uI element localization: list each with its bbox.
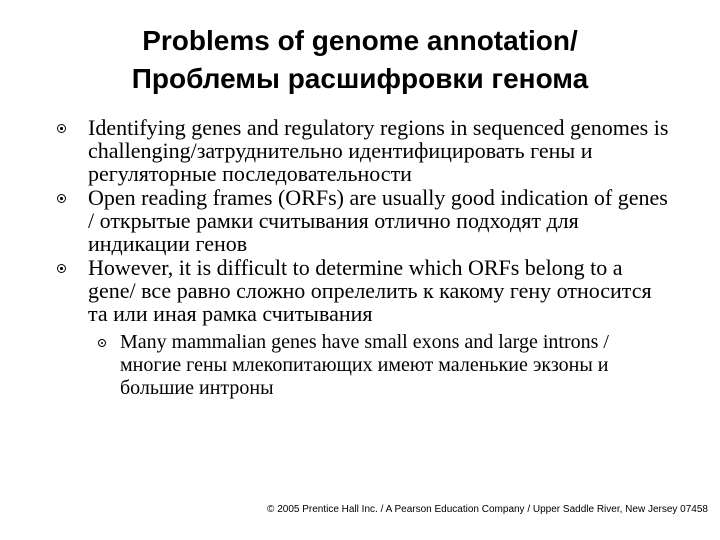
bullet-text: However, it is difficult to determine which ORFs belong to a gene/ все равно сложно опрелелить к какому гену относится та или иная рамка считывания xyxy=(88,255,652,326)
sub-bullet-item xyxy=(88,331,672,400)
title-line-english: Problems of genome annotation/ xyxy=(142,25,578,56)
slide-title xyxy=(0,22,720,98)
bullet-list xyxy=(52,116,672,401)
bullet-item xyxy=(52,116,672,185)
sub-bullet-text: Many mammalian genes have small exons and large introns / многие гены млекопитающих имеют маленькие экзоны и большие интроны xyxy=(120,331,609,399)
bullet-icon xyxy=(57,194,66,203)
bullet-text: Identifying genes and regulatory regions in sequenced genomes is challenging/затруднительно идентифицировать гены и регуляторные последовательности xyxy=(88,115,669,186)
bullet-text: Open reading frames (ORFs) are usually good indication of genes / открытые рамки считывания отлично подходят для индикации генов xyxy=(88,185,668,256)
bullet-item xyxy=(52,256,672,400)
bullet-icon xyxy=(57,264,66,273)
title-line-russian: Проблемы расшифровки генома xyxy=(131,63,589,94)
bullet-item xyxy=(52,186,672,255)
sub-bullet-list xyxy=(88,331,672,400)
sub-bullet-icon xyxy=(98,339,106,347)
copyright-footer: © 2005 Prentice Hall Inc. / A Pearson Education Company / Upper Saddle River, New Jersey 07458 xyxy=(267,504,708,515)
bullet-icon xyxy=(57,124,66,133)
